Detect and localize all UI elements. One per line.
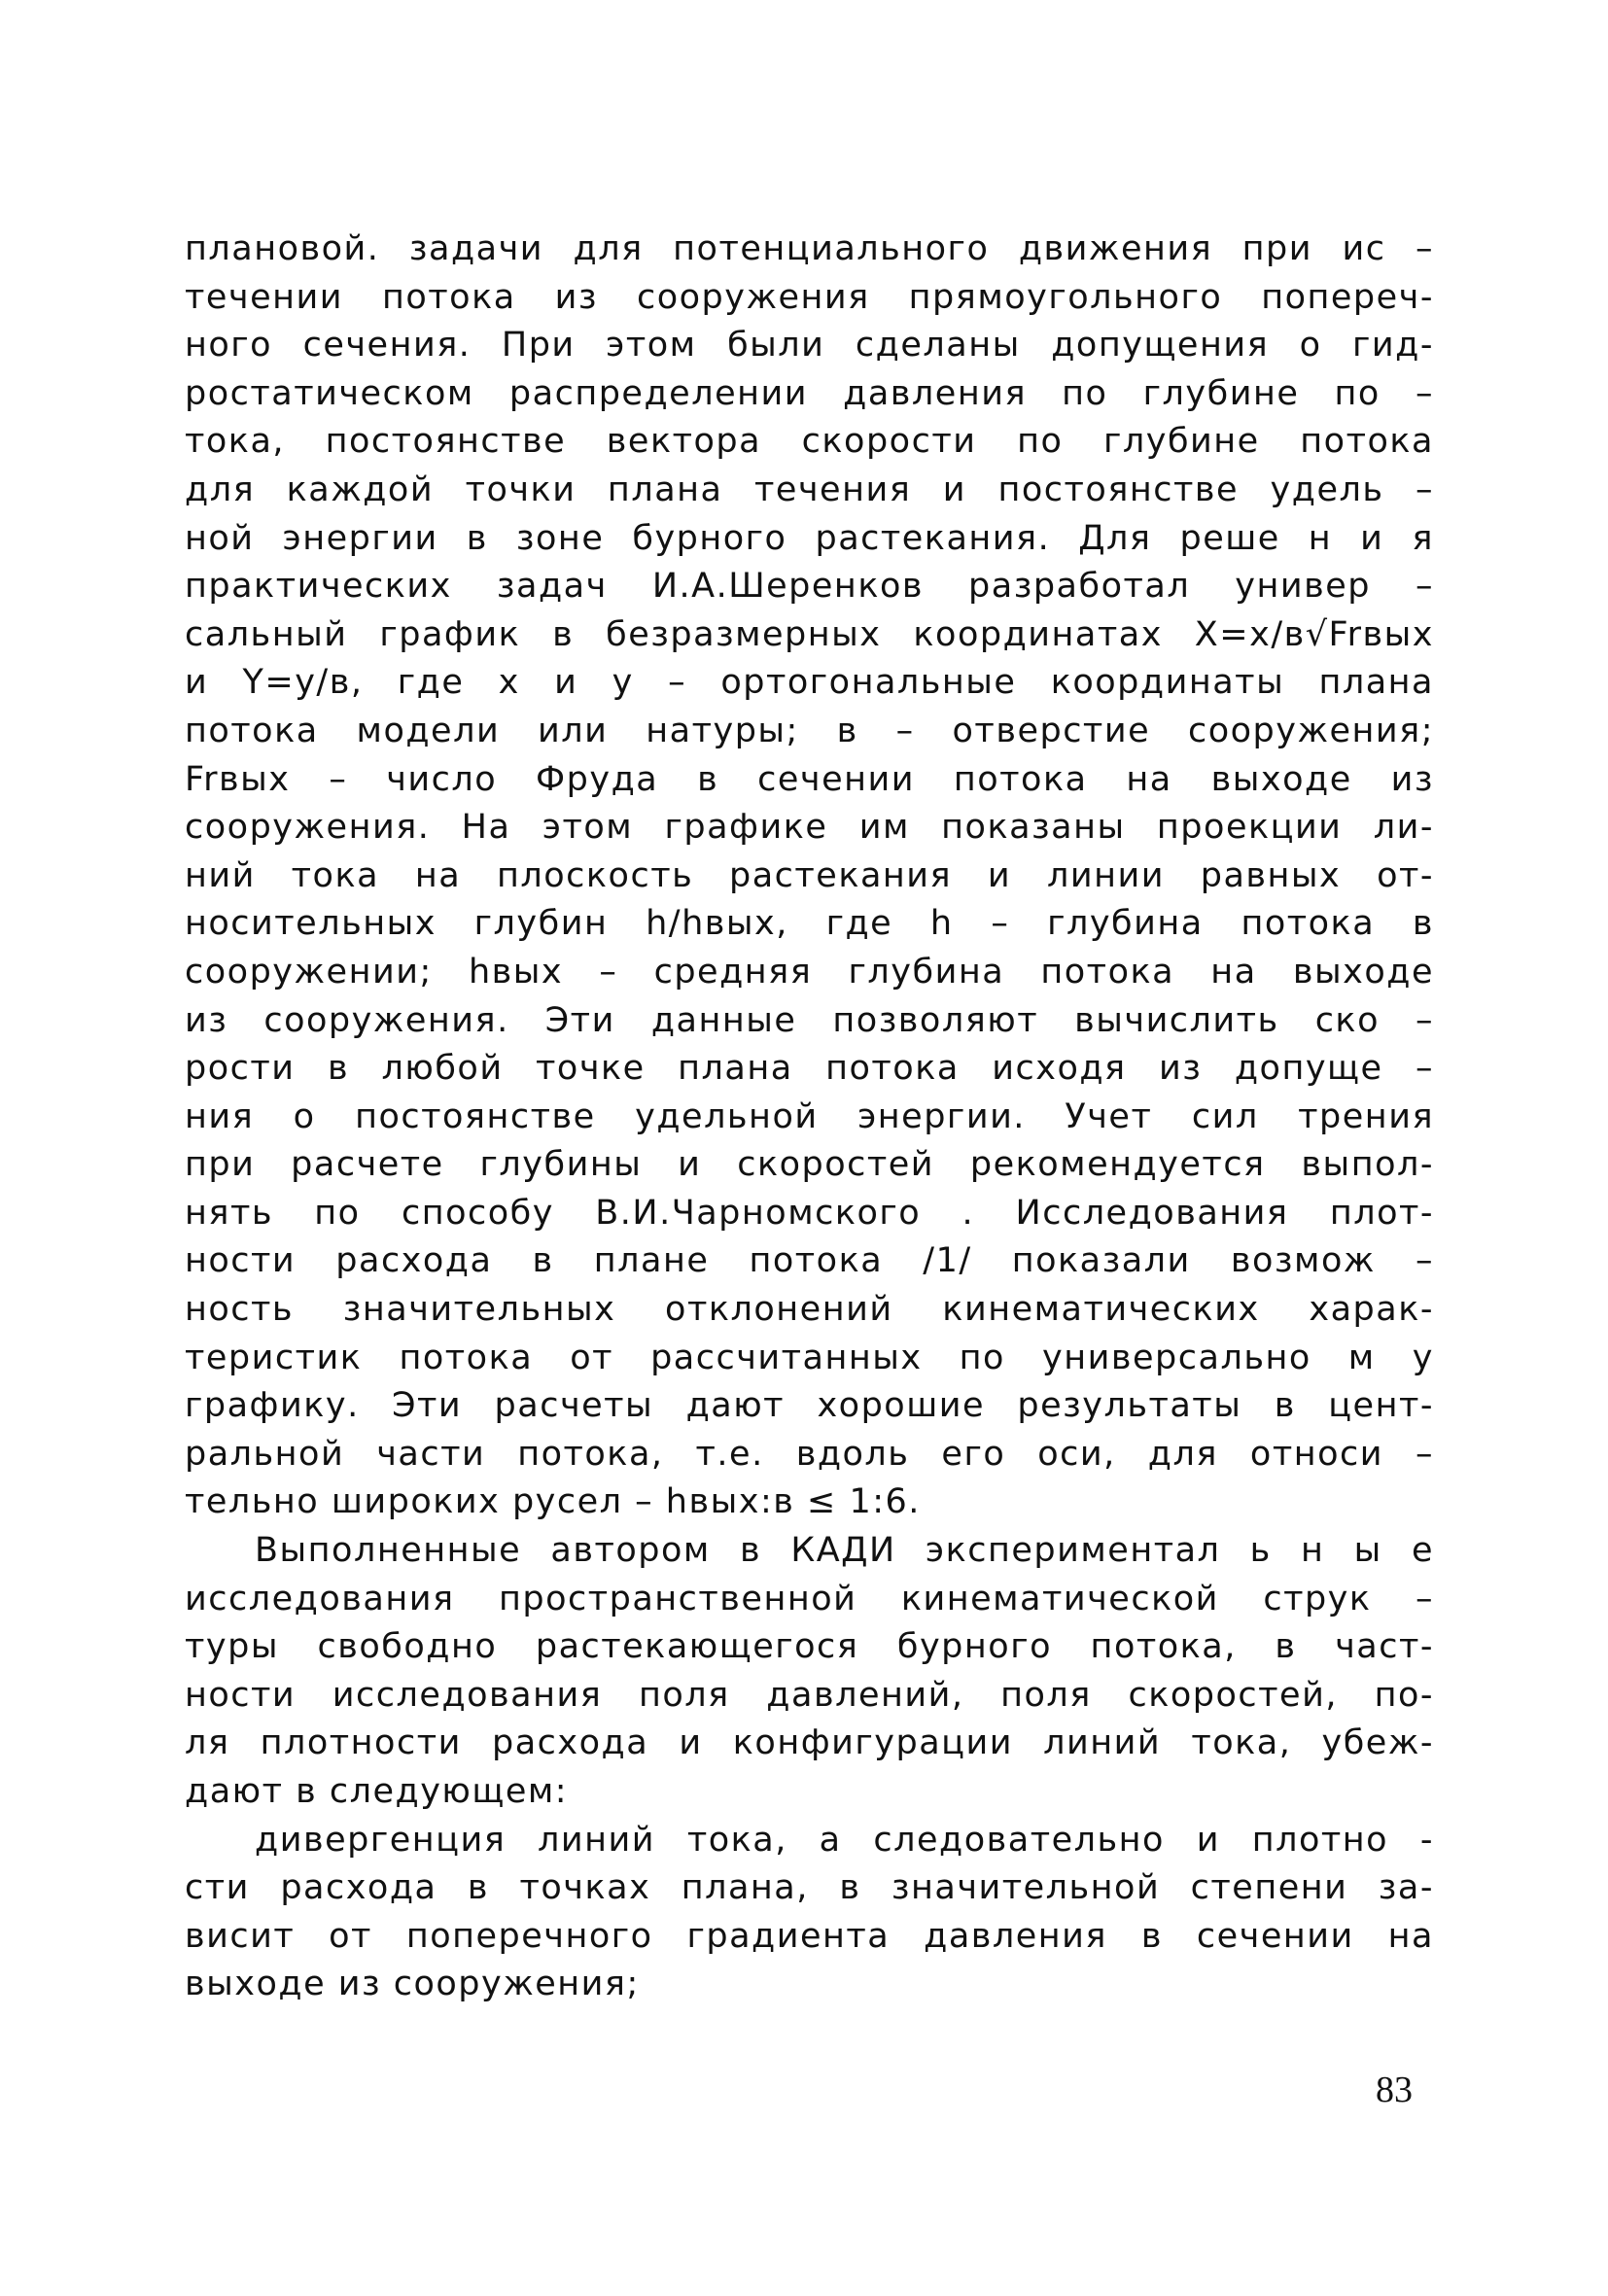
text-line: нять по способу В.И.Чарномского . Исследования плот-	[185, 1193, 1434, 1233]
text-line: ния о постоянстве удельной энергии. Учет сил трения	[185, 1096, 1434, 1136]
text-line: висит от поперечного градиента давления в сечении на	[185, 1916, 1434, 1956]
text-line: потока модели или натуры; в – отверстие сооружения;	[185, 711, 1434, 750]
page-number: 83	[1376, 2070, 1413, 2110]
text-line: для каждой точки плана течения и постоянстве удель –	[185, 470, 1434, 509]
text-line: сти расхода в точках плана, в значительной степени за-	[185, 1868, 1434, 1908]
text-line: ной энергии в зоне бурного растекания. Для реше н и я	[185, 518, 1434, 558]
text-line: практических задач И.А.Шеренков разработал универ –	[185, 567, 1434, 607]
text-line: плановой. задачи для потенциального движения при ис –	[185, 229, 1434, 268]
text-line: дают в следующем:	[185, 1772, 569, 1811]
text-line: ростатическом распределении давления по глубине по –	[185, 373, 1434, 413]
text-line: ности исследования поля давлений, поля скоростей, по-	[185, 1675, 1434, 1715]
text-line: рости в любой точке плана потока исходя из допуще –	[185, 1049, 1434, 1089]
text-line: туры свободно растекающегося бурного потока, в част-	[185, 1627, 1434, 1667]
text-line: дивергенция линий тока, а следовательно и плотно -	[255, 1820, 1434, 1860]
text-line: ральной части потока, т.е. вдоль его оси, для относи –	[185, 1434, 1434, 1474]
text-line: сооружении; hвых – средняя глубина потока на выходе	[185, 952, 1434, 991]
text-line: тока, постоянстве вектора скорости по глубине потока	[185, 422, 1434, 462]
text-line: графику. Эти расчеты дают хорошие результаты в цент-	[185, 1386, 1434, 1426]
body-text	[185, 226, 1434, 2009]
text-line: исследования пространственной кинематической струк –	[185, 1579, 1434, 1618]
text-line: Выполненные автором в КАДИ экспериментал ь н ы е	[255, 1531, 1434, 1571]
text-line: ности расхода в плане потока /1/ показали возмож –	[185, 1241, 1434, 1281]
text-line: при расчете глубины и скоростей рекомендуется выпол-	[185, 1145, 1434, 1185]
text-line: из сооружения. Эти данные позволяют вычислить ско –	[185, 1000, 1434, 1040]
text-line: сооружения. На этом графике им показаны проекции ли-	[185, 808, 1434, 848]
text-line: тельно широких русел – hвых:в ≤ 1:6.	[185, 1482, 921, 1522]
text-line: носительных глубин h/hвых, где h – глубина потока в	[185, 904, 1434, 944]
text-line: ного сечения. При этом были сделаны допущения о гид-	[185, 326, 1434, 365]
text-line: ля плотности расхода и конфигурации линий тока, убеж-	[185, 1723, 1434, 1763]
text-line: теристик потока от рассчитанных по универсально м у	[185, 1338, 1434, 1377]
text-line: ний тока на плоскость растекания и линии равных от-	[185, 855, 1434, 895]
text-line: Frвых – число Фруда в сечении потока на выходе из	[185, 759, 1434, 799]
text-line: течении потока из сооружения прямоугольного попереч-	[185, 277, 1434, 317]
text-line: и Y=y/в, где x и y – ортогональные координаты плана	[185, 663, 1434, 703]
text-line: выходе из сооружения;	[185, 1965, 640, 2004]
text-line: сальный график в безразмерных координатах X=x/в√Frвых	[185, 614, 1434, 654]
text-line: ность значительных отклонений кинематических харак-	[185, 1290, 1434, 1330]
